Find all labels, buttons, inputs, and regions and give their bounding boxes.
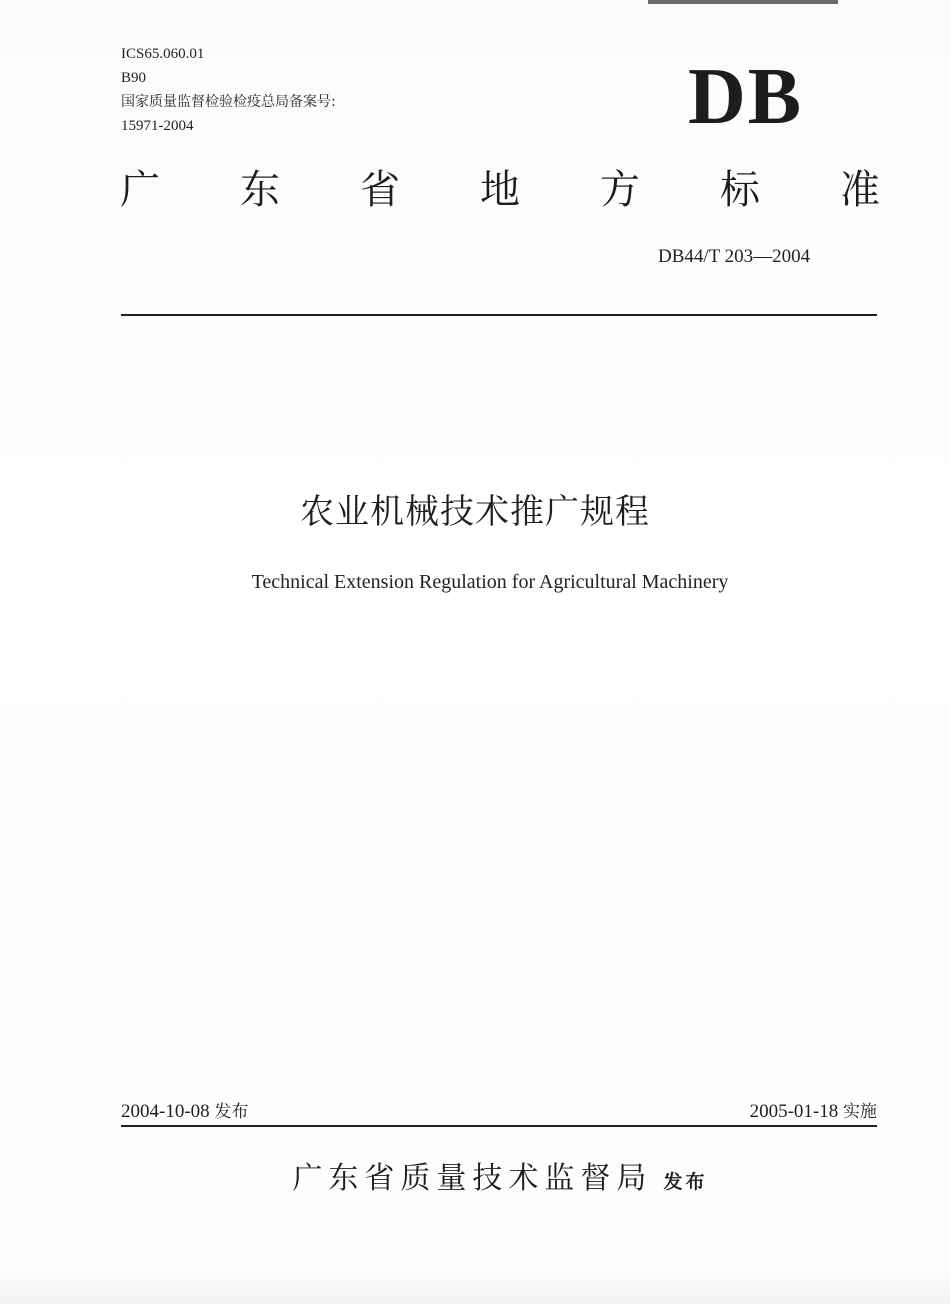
issue-date-block bbox=[121, 1097, 248, 1123]
standard-type-char: 广 bbox=[120, 167, 160, 213]
issuer-suffix: 发布 bbox=[663, 1171, 708, 1193]
classification-code: B90 bbox=[121, 70, 147, 86]
standard-type-char: 方 bbox=[600, 167, 640, 213]
db-logo: DB bbox=[688, 53, 804, 141]
standard-type-char: 东 bbox=[240, 167, 280, 213]
issuer bbox=[0, 1153, 950, 1197]
record-number: 15971-2004 bbox=[121, 118, 194, 134]
standard-type-char: 地 bbox=[480, 167, 520, 213]
issue-suffix: 发布 bbox=[214, 1102, 249, 1122]
standard-type-heading bbox=[120, 160, 880, 220]
top-divider bbox=[121, 314, 877, 316]
document-title-cn: 农业机械技术推广规程 bbox=[300, 492, 650, 532]
scan-artifact bbox=[648, 0, 838, 4]
date-row bbox=[121, 1097, 877, 1125]
issuer-name: 广东省质量技术监督局 bbox=[292, 1161, 653, 1196]
standard-type-char: 准 bbox=[840, 167, 880, 213]
issue-date: 2004-10-08 bbox=[121, 1101, 210, 1122]
document-title-en: Technical Extension Regulation for Agricultural Machinery bbox=[251, 571, 729, 593]
standard-type-char: 省 bbox=[360, 167, 400, 213]
bottom-divider bbox=[121, 1125, 877, 1127]
scan-edge-shade bbox=[0, 1270, 950, 1304]
record-label: 国家质量监督检验检疫总局备案号: bbox=[121, 94, 336, 110]
implementation-date-block bbox=[750, 1097, 877, 1123]
ics-code: ICS65.060.01 bbox=[121, 46, 205, 62]
standard-type-char: 标 bbox=[720, 167, 760, 213]
standard-number: DB44/T 203—2004 bbox=[658, 246, 811, 267]
implementation-date: 2005-01-18 bbox=[749, 1101, 839, 1122]
implementation-suffix: 实施 bbox=[843, 1102, 877, 1122]
